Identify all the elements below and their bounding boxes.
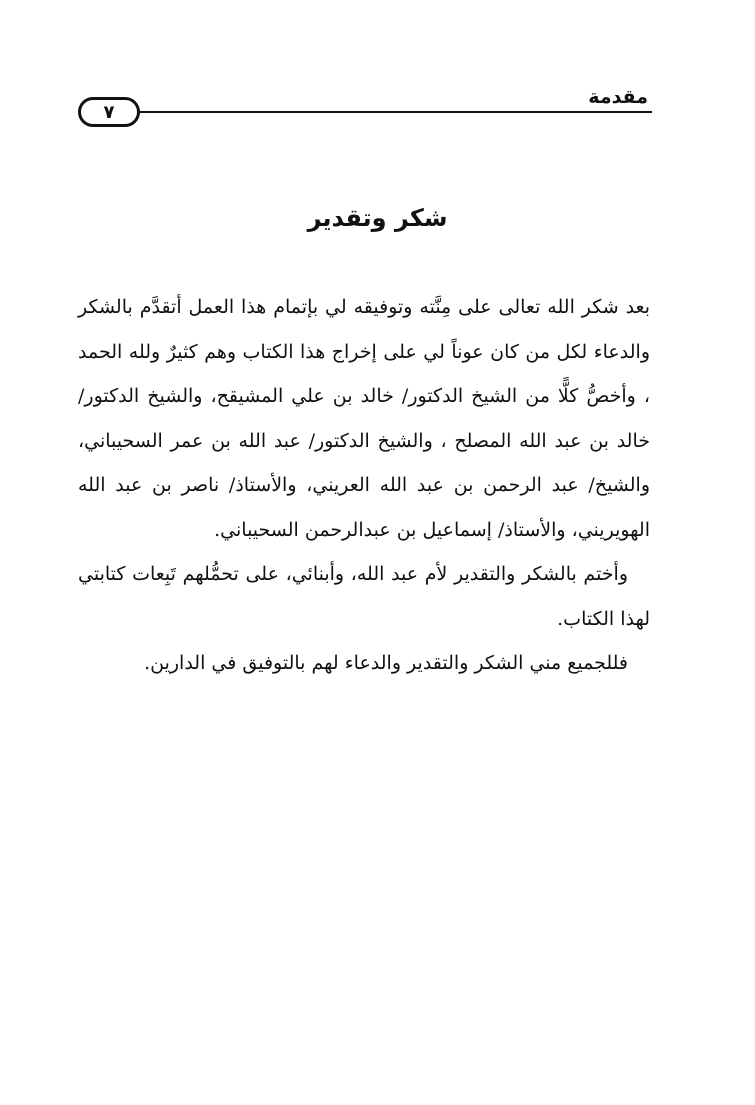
header-rule	[138, 111, 652, 113]
running-title: مقدمة	[588, 86, 648, 108]
paragraph-closing: فللجميع مني الشكر والتقدير والدعاء لهم بالتوفيق في الدارين.	[144, 652, 628, 674]
body-text	[78, 285, 650, 686]
paragraph-acknowledgements: بعد شكر الله تعالى على مِنَّته وتوفيقه لي بإتمام هذا العمل أتقدَّم بالشكر والدعاء لكل من كان عوناً لي على إخراج هذا الكتاب وهم كثيرٌ ولله الحمد ، وأخصُّ كلًّا من الشيخ الدكتور/ خالد بن علي المشيقح، والشيخ الدكتور/ خالد بن عبد الله المصلح ، والشيخ الدكتور/ عبد الله بن عمر السحيباني، والشيخ/ عبد الرحمن بن عبد الله العريني، والأستاذ/ ناصر بن عبد الله الهويريني، والأستاذ/ إسماعيل بن عبدالرحمن السحيباني.	[78, 296, 650, 541]
section-title: شكر وتقدير	[307, 204, 448, 232]
paragraph-family-thanks: وأختم بالشكر والتقدير لأم عبد الله، وأبنائي، على تحمُّلهم تَبِعات كتابتي لهذا الكتاب.	[78, 563, 650, 630]
page-number: ٧	[78, 97, 140, 127]
page-header	[78, 80, 652, 130]
